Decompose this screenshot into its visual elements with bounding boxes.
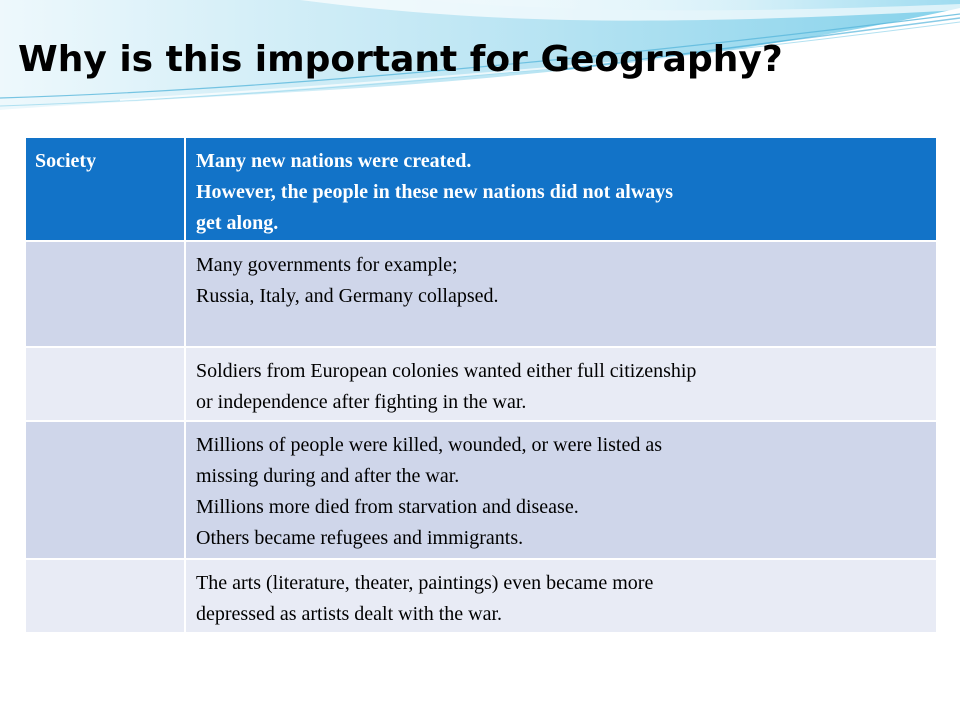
table-row [25, 421, 937, 559]
text-line: Russia, Italy, and Germany collapsed. [196, 285, 499, 307]
table-row [25, 559, 937, 633]
text-line: or independence after fighting in the war. [196, 391, 527, 413]
row-label-cell [25, 559, 185, 633]
text-line: Millions of people were killed, wounded, or were listed as [196, 434, 662, 456]
slide-title: Why is this important for Geography? [18, 39, 783, 80]
society-impact-table [24, 136, 938, 634]
text-line: get along. [196, 212, 279, 234]
table-row [25, 241, 937, 347]
table-header-row [25, 137, 937, 241]
text-line: missing during and after the war. [196, 465, 460, 487]
text-line: Others became refugees and immigrants. [196, 527, 524, 549]
row-text-cell [185, 347, 937, 421]
text-line: Soldiers from European colonies wanted either full citizenship [196, 360, 697, 382]
text-line: The arts (literature, theater, paintings) even became more [196, 572, 654, 594]
table-header-text [185, 137, 937, 241]
text-line: However, the people in these new nations did not always [196, 181, 674, 203]
text-line: depressed as artists dealt with the war. [196, 603, 503, 625]
text-line: Many new nations were created. [196, 150, 472, 172]
table-header-label: Society [25, 137, 185, 241]
row-text-cell [185, 241, 937, 347]
row-label-cell [25, 347, 185, 421]
row-text-cell [185, 559, 937, 633]
row-label-cell [25, 241, 185, 347]
text-line: Millions more died from starvation and disease. [196, 496, 579, 518]
row-text-cell [185, 421, 937, 559]
table-row [25, 347, 937, 421]
text-line: Many governments for example; [196, 254, 458, 276]
row-label-cell [25, 421, 185, 559]
